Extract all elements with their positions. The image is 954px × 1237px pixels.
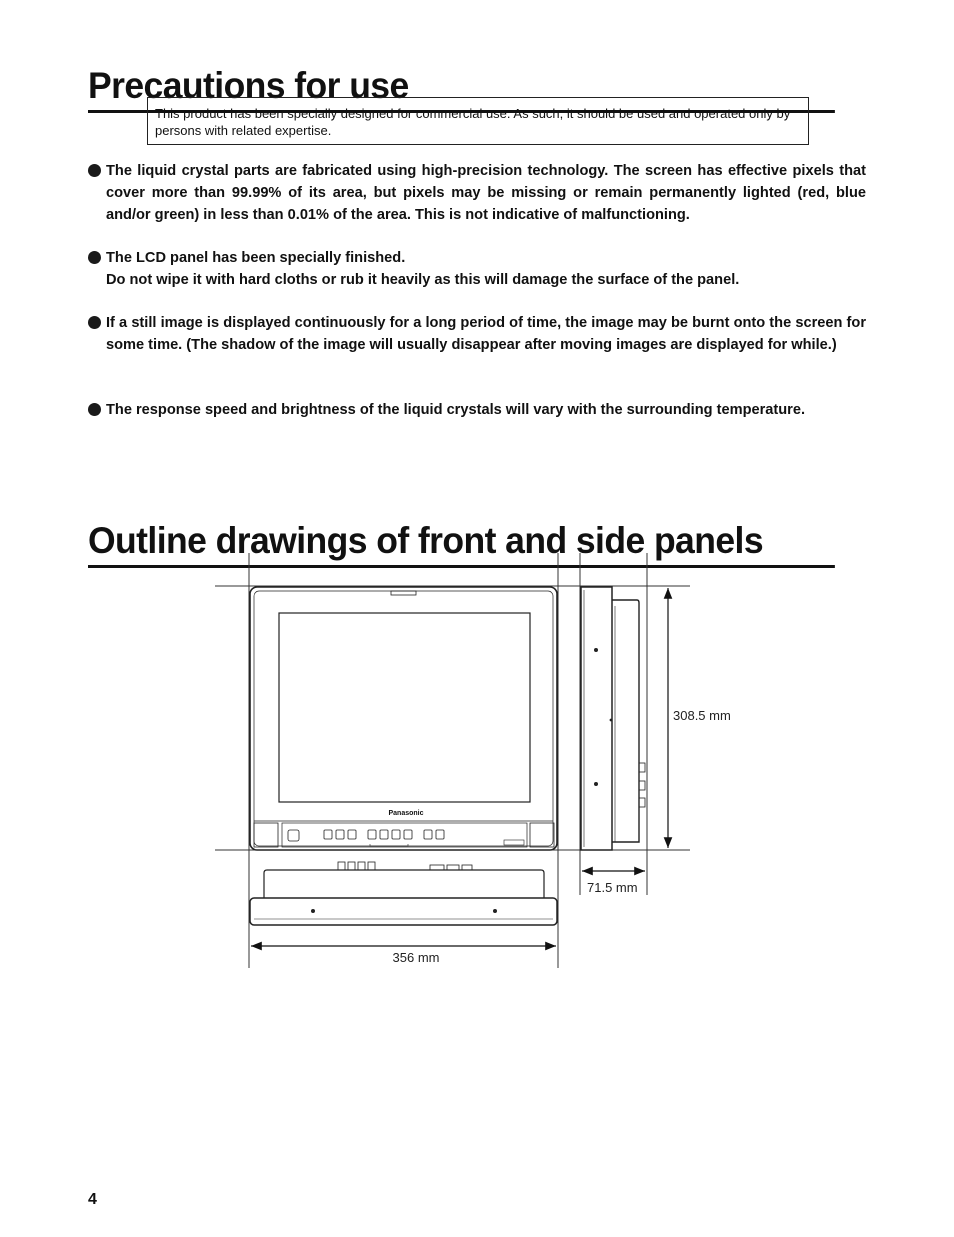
section-title-outline: Outline drawings of front and side panels [88, 522, 835, 568]
depth-dimension-label: 71.5 mm [587, 880, 638, 895]
list-item-text: The response speed and brightness of the liquid crystals will vary with the surrounding temperature. [106, 402, 806, 418]
bottom-view [250, 862, 557, 925]
page-number: 4 [88, 1191, 97, 1208]
section-title-precautions: Precautions for use [88, 67, 835, 113]
height-dimension-label: 308.5 mm [673, 708, 731, 723]
commercial-use-notice: This product has been specially designed for commercial use. As such, it should be used and operated only by persons with related expertise. [147, 97, 809, 145]
list-item-text: The LCD panel has been specially finished. [106, 250, 406, 266]
brand-logo: Panasonic [388, 810, 424, 817]
list-item-text: Do not wipe it with hard cloths or rub it heavily as this will damage the surface of the panel. [106, 272, 740, 288]
side-view [581, 587, 645, 850]
list-item-text: If a still image is displayed continuously for a long period of time, the image may be burnt onto the screen for some time. (The shadow of the image will usually disappear after moving images are displayed for while.) [106, 315, 866, 353]
width-dimension-label: 356 mm [392, 950, 440, 965]
list-item-text: The liquid crystal parts are fabricated using high-precision technology. The screen has effective pixels that cover more than 99.99% of its area, but pixels may be missing or remain permanently lighted (red, blue and/or green) in less than 0.01% of the area. This is not indicative of malfunctioning. [106, 163, 866, 223]
extension-lines [215, 553, 690, 968]
